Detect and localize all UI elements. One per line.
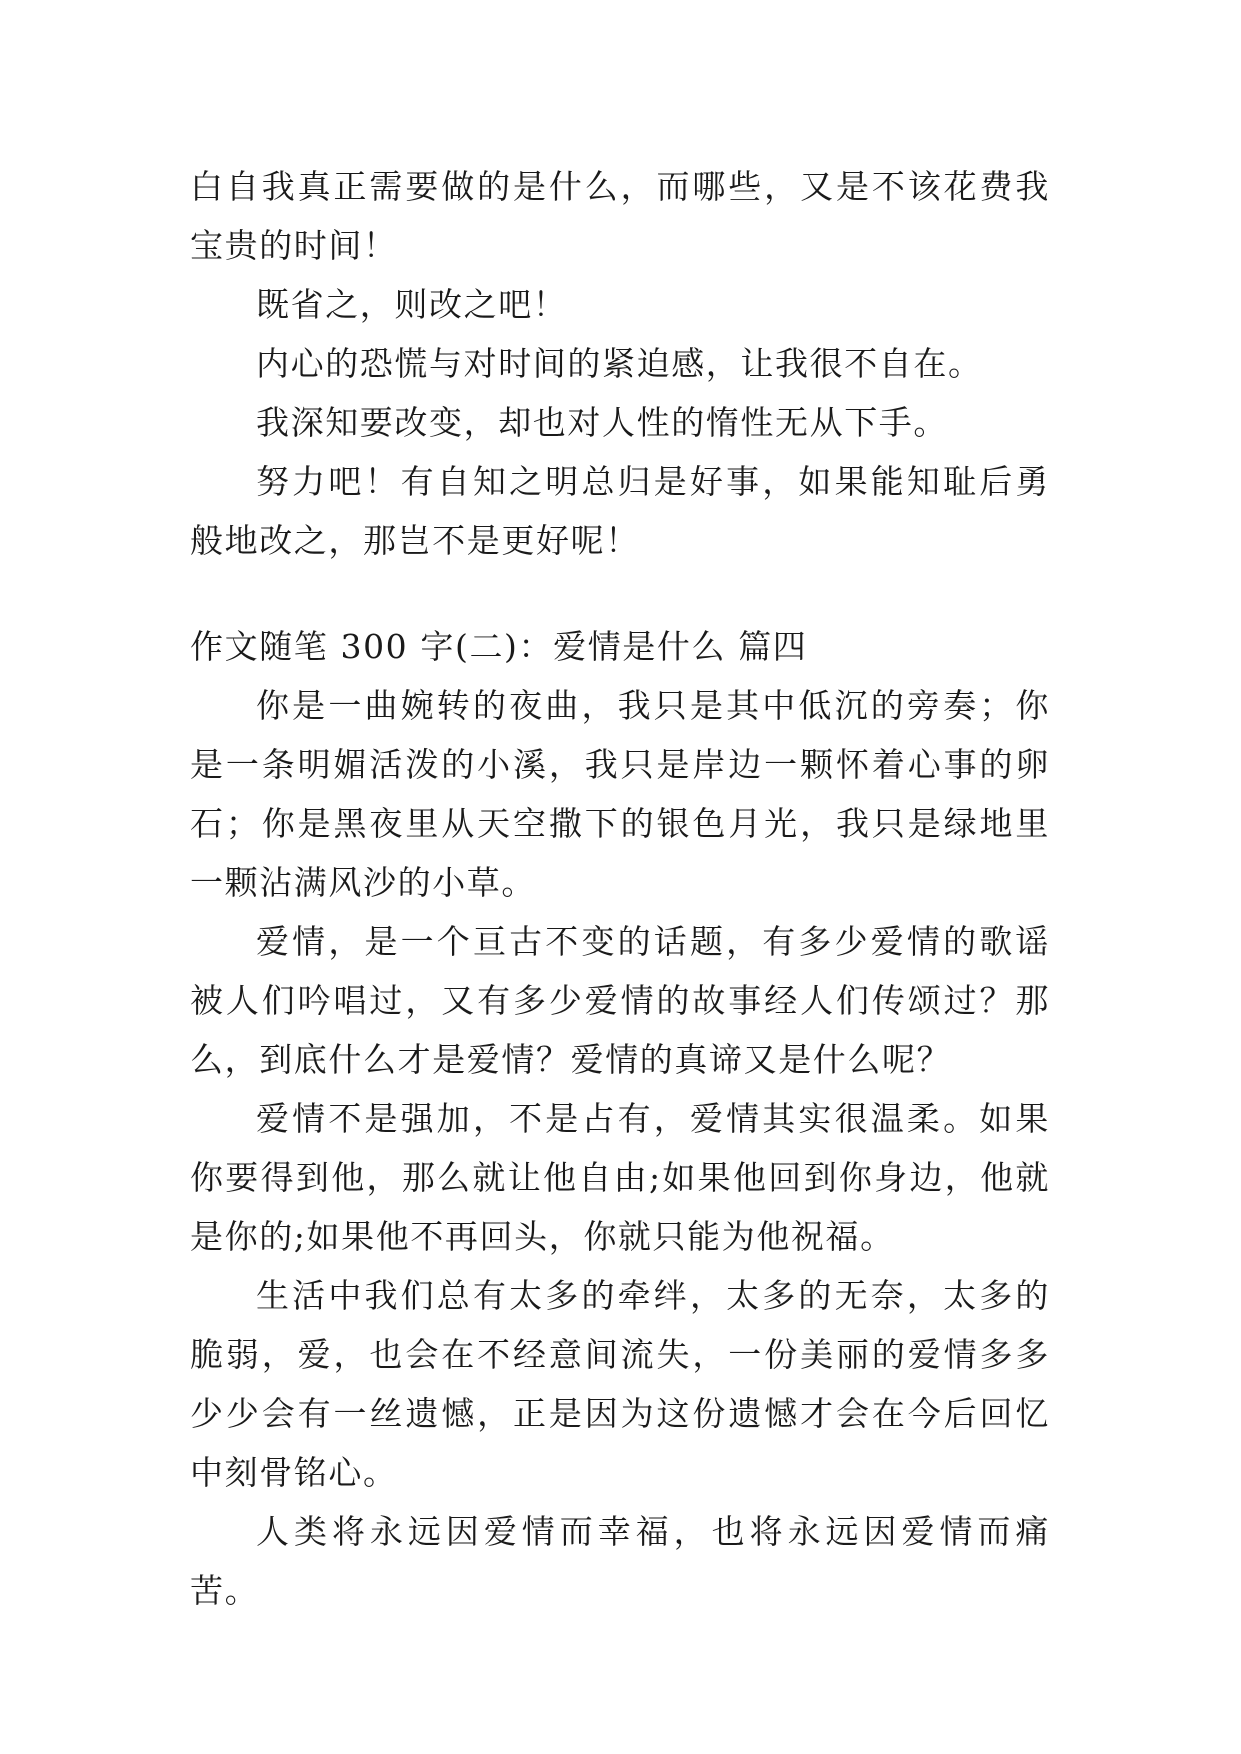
body-paragraph: 爱情不是强加，不是占有，爱情其实很温柔。如果你要得到他，那么就让他自由;如果他回到你身边，他就是你的;如果他不再回头，你就只能为他祝福。: [190, 1099, 1050, 1256]
section-one: [190, 157, 1050, 570]
body-paragraph: 内心的恐慌与对时间的紧迫感，让我很不自在。: [256, 344, 983, 383]
body-paragraph: 既省之，则改之吧！: [256, 285, 568, 324]
body-paragraph: 你是一曲婉转的夜曲，我只是其中低沉的旁奏；你是一条明媚活泼的小溪，我只是岸边一颗怀着心事的卵石；你是黑夜里从天空撒下的银色月光，我只是绿地里一颗沾满风沙的小草。: [190, 686, 1050, 902]
body-paragraph: 爱情，是一个亘古不变的话题，有多少爱情的歌谣被人们吟唱过，又有多少爱情的故事经人们传颂过？那么，到底什么才是爱情？爱情的真谛又是什么呢？: [190, 922, 1050, 1079]
continued-paragraph: 白自我真正需要做的是什么，而哪些，又是不该花费我宝贵的时间！: [190, 167, 1050, 265]
section-heading: 作文随笔 300 字(二)：爱情是什么 篇四: [190, 627, 808, 666]
body-paragraph: 人类将永远因爱情而幸福，也将永远因爱情而痛苦。: [190, 1512, 1050, 1610]
section-two: [190, 617, 1050, 1620]
body-paragraph: 我深知要改变，却也对人性的惰性无从下手。: [256, 403, 948, 442]
body-paragraph: 努力吧！有自知之明总归是好事，如果能知耻后勇般地改之，那岂不是更好呢！: [190, 462, 1050, 560]
body-paragraph: 生活中我们总有太多的牵绊，太多的无奈，太多的脆弱，爱，也会在不经意间流失，一份美丽的爱情多多少少会有一丝遗憾，正是因为这份遗憾才会在今后回忆中刻骨铭心。: [190, 1276, 1050, 1492]
